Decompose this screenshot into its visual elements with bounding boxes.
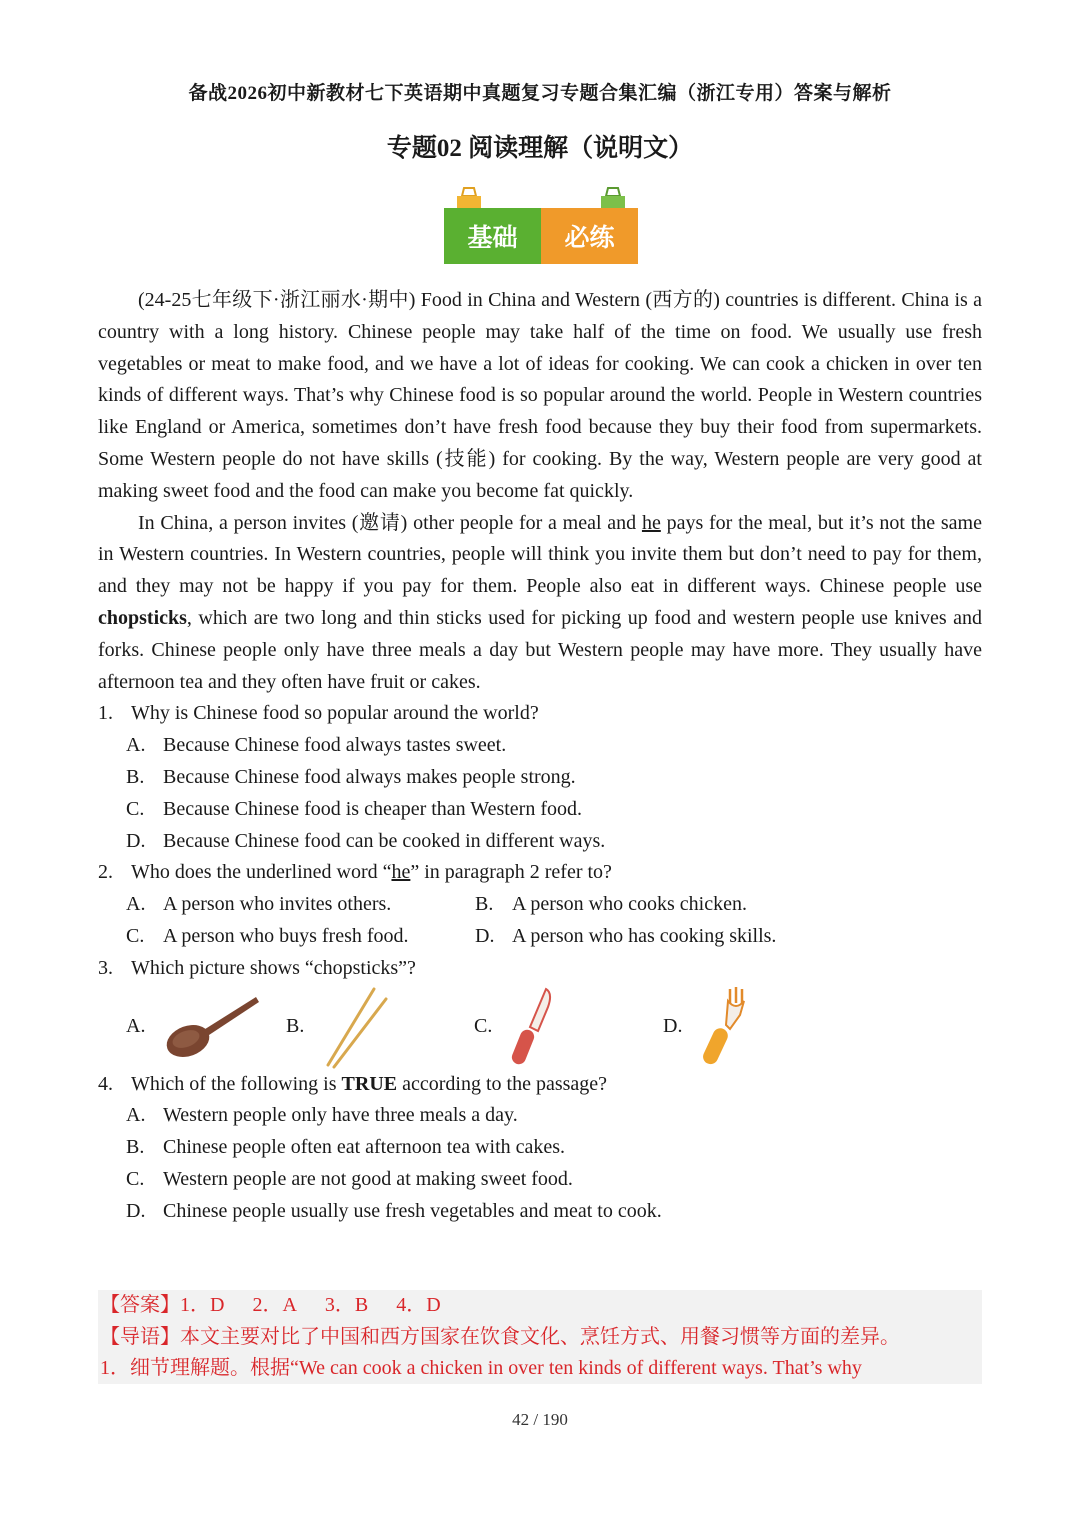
option-label: B. — [286, 1014, 305, 1037]
passage-paragraph-1 — [98, 285, 982, 508]
answer-item: 3．B — [324, 1294, 369, 1316]
answer-item: 1．D — [180, 1294, 225, 1316]
option-label: A. — [126, 734, 146, 757]
option-label: C. — [126, 1167, 145, 1190]
option-text: A person who buys fresh food. — [163, 924, 409, 947]
option-row-2ab — [98, 889, 982, 921]
option-4d — [98, 1196, 982, 1228]
option-label: A. — [126, 893, 146, 916]
question-3 — [98, 953, 982, 985]
passage-paragraph-2 — [98, 508, 982, 699]
topic-title: 专题02 阅读理解（说明文） — [386, 135, 694, 162]
guide-row — [98, 1322, 982, 1354]
bold-chopsticks: chopsticks — [98, 606, 187, 629]
question-number: 4. — [98, 1072, 113, 1095]
option-2b — [475, 889, 824, 921]
explanation-row: 1．细节理解题。根据“We can cook a chicken in over ten kinds of different ways. That’s why — [100, 1357, 862, 1379]
question-4 — [98, 1069, 982, 1101]
option-2d — [475, 921, 824, 953]
paragraph-1-text: Food in China and Western (西方的) countries is different. China is a country with a long history. Chinese people may take half of the time on food. We usually use fresh vegetables or meat to make food, and we have a lot of ideas for cooking. We can cook a chicken in over ten kinds of different ways. That’s why Chinese food is so popular around the world. People in Western countries like England or America, sometimes don’t have fresh food because they buy their food from supermarkets. Some Western people do not have skills (技能) for cooking. By the way, Western people are very good at making sweet food and the food can make you become fat quickly. — [98, 289, 982, 502]
answer-item: 4．D — [396, 1294, 441, 1316]
option-text: Because Chinese food always makes people strong. — [163, 765, 576, 788]
option-1a — [98, 730, 982, 762]
knife-icon — [506, 985, 556, 1069]
option-text: A person who has cooking skills. — [512, 924, 777, 947]
section-banner — [444, 186, 638, 266]
option-label: D. — [126, 1199, 146, 1222]
option-2c — [126, 921, 475, 953]
fork-icon — [696, 985, 756, 1069]
answer-section — [98, 1290, 982, 1384]
question-text-b: according to the passage? — [397, 1072, 608, 1095]
paragraph-2-text-a: In China, a person invites (邀请) other people for a meal and — [138, 511, 642, 534]
option-label: B. — [475, 893, 494, 916]
option-text: Western people are not good at making sweet food. — [163, 1167, 573, 1190]
option-text: Because Chinese food is cheaper than Western food. — [163, 797, 582, 820]
spoon-icon — [162, 985, 262, 1065]
answer-label: 【答案】 — [100, 1294, 180, 1316]
option-label: B. — [126, 765, 145, 788]
option-text: Chinese people often eat afternoon tea with cakes. — [163, 1136, 566, 1159]
option-text: Because Chinese food always tastes sweet. — [163, 734, 507, 757]
option-4c — [98, 1164, 982, 1196]
option-4a — [98, 1100, 982, 1132]
question-text — [131, 857, 612, 889]
question-1 — [98, 698, 982, 730]
question-text: Which picture shows “chopsticks”? — [131, 956, 416, 979]
question-text — [131, 1069, 607, 1101]
document-header: 备战2026初中新教材七下英语期中真题复习专题合集汇编（浙江专用）答案与解析 — [188, 83, 892, 104]
underlined-he: he — [391, 861, 411, 884]
option-label: A. — [126, 1014, 146, 1037]
option-label: C. — [126, 924, 145, 947]
chopsticks-icon — [320, 985, 390, 1069]
passage-source: (24-25七年级下·浙江丽水·期中) — [138, 289, 416, 311]
option-label: C. — [474, 1014, 493, 1037]
option-label: C. — [126, 797, 145, 820]
question-text: Why is Chinese food so popular around the world? — [131, 702, 539, 725]
question-text-a: Which of the following is — [131, 1072, 342, 1095]
question-number: 3. — [98, 956, 113, 979]
paragraph-2-text-c: , which are two long and thin sticks used for picking up food and western people use knives and forks. Chinese people only have three meals a day but Western people may have more. They usually have afternoon tea and they often have fruit or cakes. — [98, 606, 982, 693]
guide-text: 本文主要对比了中国和西方国家在饮食文化、烹饪方式、用餐习惯等方面的差异。 — [180, 1325, 900, 1348]
option-1d — [98, 826, 982, 858]
option-1b — [98, 762, 982, 794]
option-label: B. — [126, 1136, 145, 1159]
page-number: 42 / 190 — [512, 1410, 568, 1429]
question-text-b: ” in paragraph 2 refer to? — [410, 861, 612, 884]
question-text-a: Who does the underlined word “ — [131, 861, 392, 884]
underlined-he: he — [641, 511, 661, 534]
option-text: Western people only have three meals a day. — [163, 1104, 518, 1127]
option-label: D. — [126, 829, 146, 852]
option-4b — [98, 1132, 982, 1164]
banner-right-text: 必练 — [541, 208, 638, 264]
option-label: D. — [663, 1014, 683, 1037]
option-text: A person who invites others. — [163, 893, 392, 916]
option-text: Because Chinese food can be cooked in different ways. — [163, 829, 606, 852]
option-text: Chinese people usually use fresh vegetables and meat to cook. — [163, 1199, 662, 1222]
option-label: D. — [475, 924, 495, 947]
option-1c — [98, 794, 982, 826]
guide-label: 【导语】 — [100, 1325, 180, 1348]
question-number: 1. — [98, 702, 113, 725]
question-2 — [98, 857, 982, 889]
question-number: 2. — [98, 861, 113, 884]
option-2a — [126, 889, 475, 921]
bold-true: TRUE — [341, 1072, 398, 1095]
option-row-2cd — [98, 921, 982, 953]
banner-left-text: 基础 — [444, 208, 541, 264]
answer-row — [98, 1290, 982, 1322]
answer-item: 2．A — [252, 1294, 297, 1316]
picture-options — [98, 985, 982, 1069]
option-label: A. — [126, 1104, 146, 1127]
reading-content — [98, 285, 982, 1228]
option-text: A person who cooks chicken. — [512, 893, 747, 916]
paragraph-2-text-b: pays for the meal, but it’s not the same in Western countries. In Western countries, people will think you invite them but don’t need to pay for them, and they may not be happy if you pay for them. People also eat in different ways. Chinese people use — [98, 511, 982, 598]
